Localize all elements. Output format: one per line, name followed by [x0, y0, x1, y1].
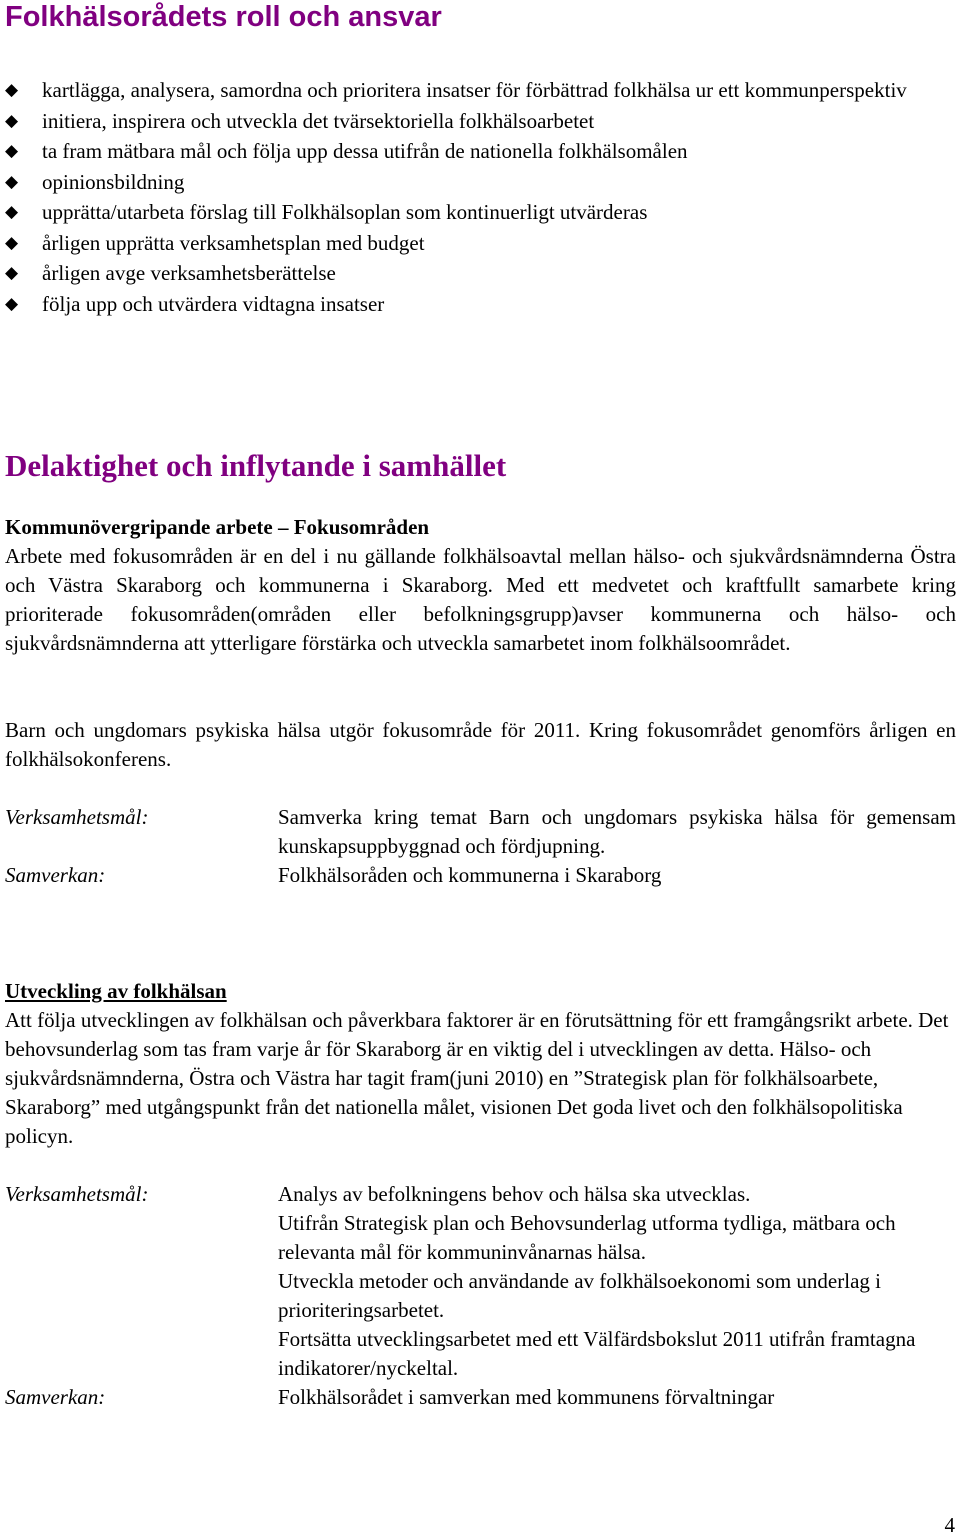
responsibility-list [0, 75, 960, 319]
list-item-text: årligen upprätta verksamhetsplan med budget [42, 230, 425, 255]
list-item [0, 106, 960, 137]
section-heading-utveckling: Utveckling av folkhälsan [5, 979, 227, 1003]
collab-text: Folkhälsoråden och kommunerna i Skaraborg [278, 863, 662, 887]
diamond-bullet-icon: ◆ [5, 202, 19, 222]
collab-label: Samverkan: [5, 863, 106, 887]
page-number: 4 [944, 1513, 955, 1537]
list-item [0, 136, 960, 167]
diamond-bullet-icon: ◆ [5, 293, 19, 314]
goal-item: Analys av befolkningens behov och hälsa ska utvecklas. [278, 1182, 751, 1206]
list-item-text: årligen avge verksamhetsberättelse [42, 261, 336, 285]
section1-paragraph-focus: Barn och ungdomars psykiska hälsa utgör fokusområde för 2011. Kring fokusområdet genomförs årligen en folkhälsokonferens. [5, 718, 956, 771]
goal-label: Verksamhetsmål: [5, 805, 149, 829]
list-item-text: kartlägga, analysera, samordna och prioritera insatser för förbättrad folkhälsa ur ett kommunperspektiv [42, 78, 907, 102]
list-item [0, 197, 960, 228]
list-item-text: opinionsbildning [42, 169, 185, 194]
collab-label: Samverkan: [5, 1385, 106, 1409]
goal-item: Utveckla metoder och användande av folkhälsoekonomi som underlag i prioriteringsarbetet. [278, 1269, 881, 1322]
list-item-text: initiera, inspirera och utveckla det tvärsektoriella folkhälsoarbetet [42, 108, 595, 133]
diamond-bullet-icon: ◆ [5, 141, 19, 161]
list-item-text: upprätta/utarbeta förslag till Folkhälsoplan som kontinuerligt utvärderas [42, 200, 648, 224]
diamond-bullet-icon: ◆ [5, 80, 19, 100]
section-subheading: Kommunövergripande arbete – Fokusområden [5, 515, 430, 539]
list-item [0, 258, 960, 289]
list-item-text: ta fram mätbara mål och följa upp dessa utifrån de nationella folkhälsomålen [42, 139, 688, 163]
goal-text: Samverka kring temat Barn och ungdomars psykiska hälsa för gemensam kunskapsuppbyggnad och fördjupning. [278, 805, 956, 858]
diamond-bullet-icon: ◆ [5, 110, 19, 131]
list-item [0, 228, 960, 259]
diamond-bullet-icon: ◆ [5, 171, 19, 192]
diamond-bullet-icon: ◆ [5, 263, 19, 283]
diamond-bullet-icon: ◆ [5, 232, 19, 253]
collab-text: Folkhälsorådet i samverkan med kommunens förvaltningar [278, 1385, 775, 1409]
goal-label: Verksamhetsmål: [5, 1182, 149, 1206]
page-title: Folkhälsorådets roll och ansvar [5, 1, 442, 33]
goal-item: Fortsätta utvecklingsarbetet med ett Välfärdsbokslut 2011 utifrån framtagna indikatorer/nyckeltal. [278, 1327, 916, 1380]
list-item [0, 289, 960, 320]
list-item-text: följa upp och utvärdera vidtagna insatser [42, 291, 385, 316]
section2-paragraph: Att följa utvecklingen av folkhälsan och påverkbara faktorer är en förutsättning för ett framgångsrikt arbete. Det behovsunderlag som tas fram varje år för Skaraborg är en viktig del i utvecklingen av detta. Hälso- och sjukvårdsnämnderna, Östra och Västra har tagit fram(juni 2010) en ”Strategisk plan för folkhälsoarbete, Skaraborg” med utgångspunkt från det nationella målet, visionen Det goda livet och den folkhälsopolitiska policyn. [5, 1008, 949, 1148]
goal-item: Utifrån Strategisk plan och Behovsunderlag utforma tydliga, mätbara och relevanta mål för kommuninvånarnas hälsa. [278, 1211, 896, 1264]
list-item [0, 75, 960, 106]
section-heading-delaktighet: Delaktighet och inflytande i samhället [5, 448, 507, 483]
section1-paragraph: Arbete med fokusområden är en del i nu gällande folkhälsoavtal mellan hälso- och sjukvårdsnämnderna Östra och Västra Skaraborg och kommunerna i Skaraborg. Med ett medvetet och kraftfullt samarbete kring prioriterade fokusområden(områden eller befolkningsgrupp)avser kommunerna och hälso- och sjukvårdsnämnderna att ytterligare förstärka och utveckla samarbetet inom folkhälsoområdet. [5, 544, 956, 655]
list-item [0, 167, 960, 198]
